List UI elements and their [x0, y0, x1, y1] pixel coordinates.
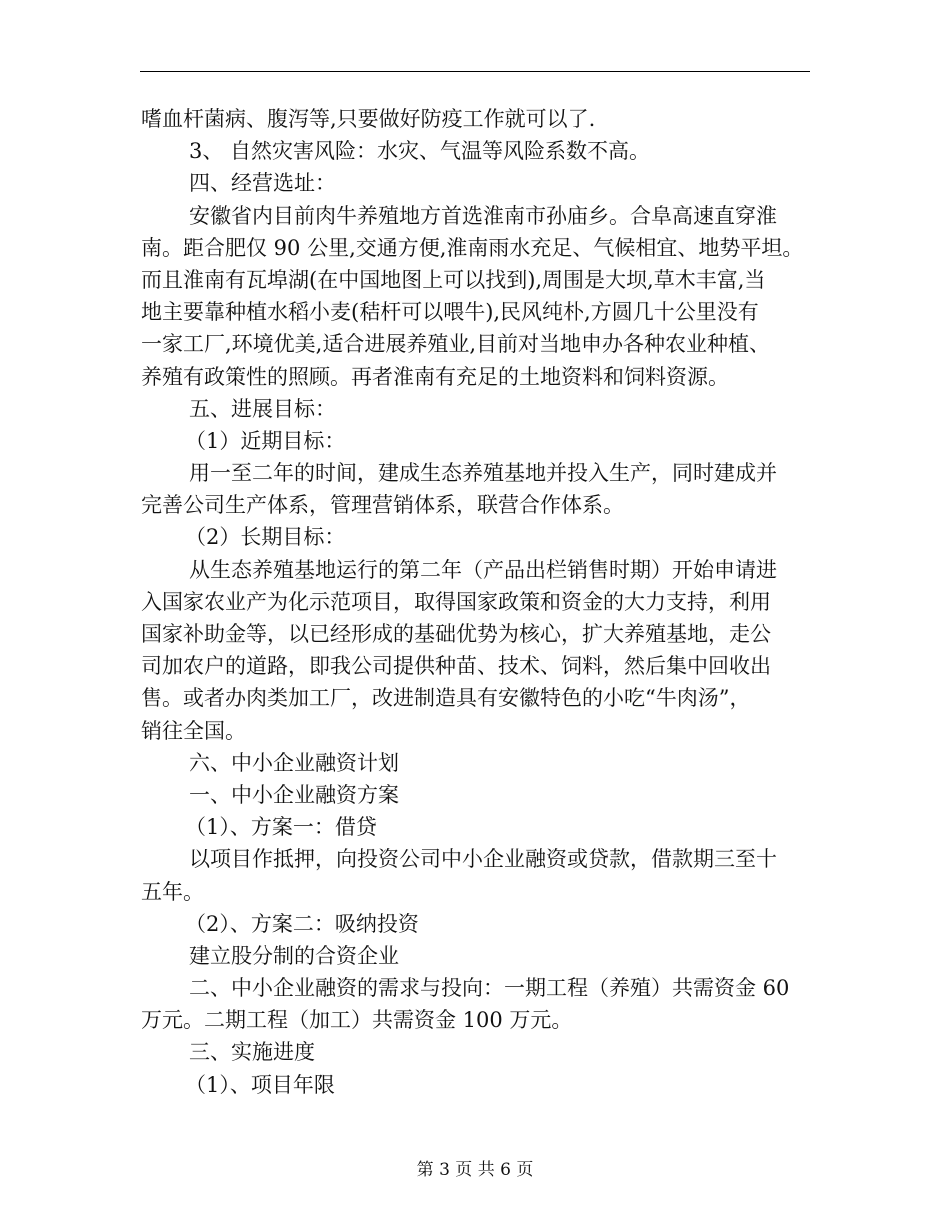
text-line: 一家工厂,环境优美,适合进展养殖业,目前对当地申办各种农业种植、	[141, 332, 771, 357]
subsection-heading: （1）、方案一：借贷	[185, 815, 377, 840]
section-heading: 三、实施进度	[189, 1040, 315, 1065]
text-line: 国家补助金等，以已经形成的基础优势为核心，扩大养殖基地，走公	[141, 622, 771, 646]
text-line: 安徽省内目前肉牛养殖地方首选淮南市孙庙乡。合阜高速直穿淮	[189, 203, 777, 228]
text-line: 用一至二年的时间，建成生态养殖基地并投入生产，同时建成并	[189, 461, 777, 486]
text-line: 嗜血杆菌病、腹泻等,只要做好防疫工作就可以了.	[141, 107, 596, 131]
text-line: 万元。二期工程（加工）共需资金 100 万元。	[141, 1008, 573, 1033]
text-line: 销往全国。	[141, 718, 246, 743]
subsection-heading: （2）、方案二：吸纳投资	[185, 911, 419, 936]
subsection-heading: （1）近期目标：	[185, 428, 346, 453]
text-line: 以项目作抵押，向投资公司中小企业融资或贷款，借款期三至十	[189, 847, 777, 872]
text-line: 而且淮南有瓦埠湖(在中国地图上可以找到),周围是大坝,草木丰富,当	[141, 267, 766, 292]
text-line: 从生态养殖基地运行的第二年（产品出栏销售时期）开始申请进	[189, 557, 777, 582]
text-line: 3、 自然灾害风险：水灾、气温等风险系数不高。	[189, 139, 651, 164]
header-rule	[140, 71, 810, 72]
section-heading: 五、进展目标：	[189, 396, 336, 421]
page-body	[141, 103, 813, 1101]
text-line: 养殖有政策性的照顾。再者淮南有充足的土地资料和饲料资源。	[141, 364, 729, 389]
text-line: 司加农户的道路，即我公司提供种苗、技术、饲料，然后集中回收出	[141, 654, 771, 679]
text-line: 五年。	[141, 879, 204, 904]
text-line: 地主要靠种植水稻小麦(秸杆可以喂牛),民风纯朴,方圆几十公里没有	[141, 300, 759, 325]
section-heading: 四、经营选址：	[189, 171, 336, 196]
section-heading: 一、中小企业融资方案	[189, 782, 399, 807]
subsection-heading: （2）长期目标：	[185, 525, 346, 550]
text-line: 南。距合肥仅 90 公里,交通方便,淮南雨水充足、气候相宜、地势平坦。	[141, 235, 804, 260]
section-heading: 六、中小企业融资计划	[189, 750, 399, 775]
subsection-heading: （1）、项目年限	[185, 1072, 335, 1097]
text-line: 售。或者办肉类加工厂，改进制造具有安徽特色的小吃“牛肉汤”，	[141, 686, 751, 711]
text-line: 建立股分制的合资企业	[189, 943, 399, 968]
page-number-footer: 第 3 页 共 6 页	[416, 1160, 534, 1180]
text-line: 完善公司生产体系，管理营销体系，联营合作体系。	[141, 493, 624, 518]
text-line: 二、中小企业融资的需求与投向：一期工程（养殖）共需资金 60	[189, 976, 790, 1001]
text-line: 入国家农业产为化示范项目，取得国家政策和资金的大力支持，利用	[141, 589, 771, 614]
